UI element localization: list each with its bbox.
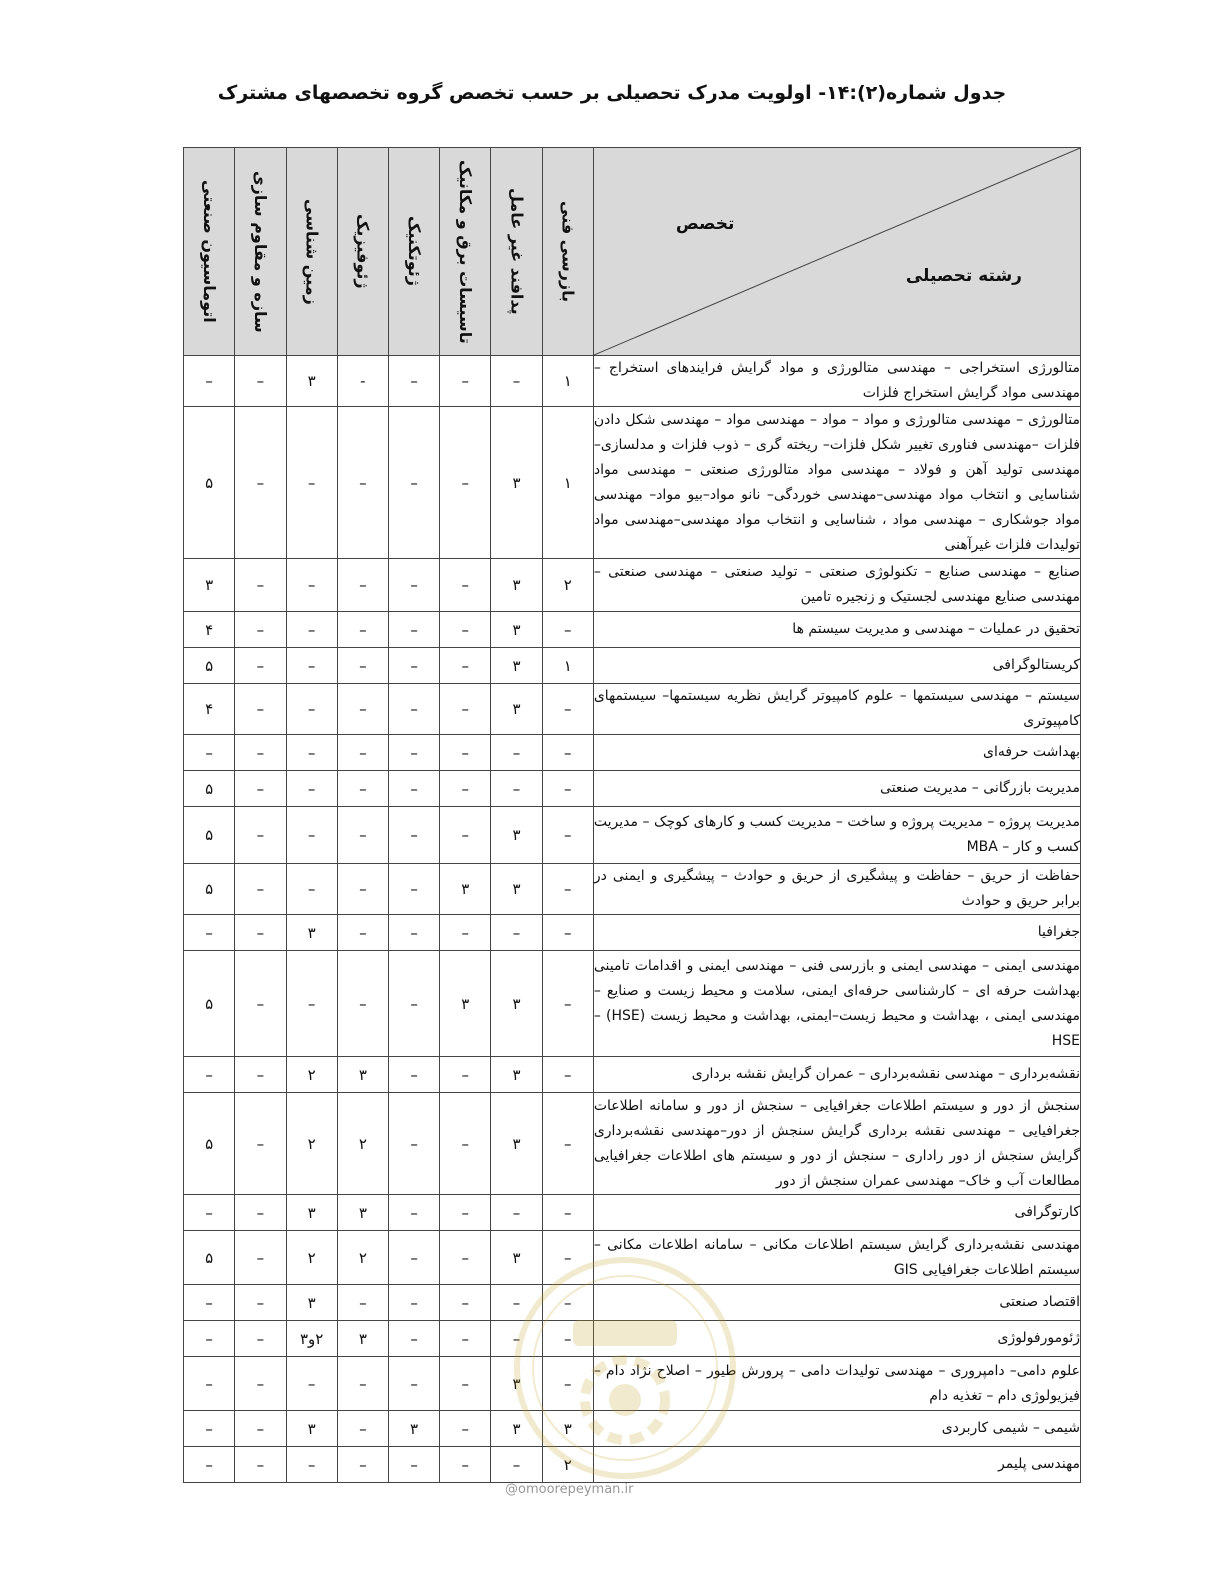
diagonal-header-cell [593, 148, 1080, 356]
table-row [184, 807, 1081, 864]
priority-cell: ۲ [286, 1093, 337, 1195]
column-header [337, 148, 388, 356]
priority-cell: – [542, 735, 593, 771]
priority-cell: – [440, 356, 491, 407]
priority-cell: – [286, 684, 337, 735]
priority-cell: – [440, 807, 491, 864]
priority-cell: ۴ [184, 612, 235, 648]
priority-cell: – [286, 612, 337, 648]
priority-cell: – [235, 356, 286, 407]
field-cell: بهداشت حرفه‌ای [593, 735, 1080, 771]
priority-cell: ۳ [337, 1321, 388, 1357]
priority-cell: ۳ [491, 1057, 542, 1093]
priority-cell: – [184, 1057, 235, 1093]
priority-cell: – [542, 807, 593, 864]
priority-cell: ۳ [491, 1231, 542, 1285]
header-row [184, 148, 1081, 356]
column-header-label: ژئوتکنیک [404, 216, 424, 287]
priority-cell: – [440, 559, 491, 612]
table-row [184, 1195, 1081, 1231]
column-header [184, 148, 235, 356]
table-row [184, 915, 1081, 951]
field-cell: متالورژی استخراجی – مهندسی متالورژی و مواد گرایش فرایندهای استخراج – مهندسی مواد گرایش استخراج فلزات [593, 356, 1080, 407]
column-header-label: اتوماسیون صنعتی [199, 180, 219, 323]
priority-cell: – [440, 1357, 491, 1411]
table-row [184, 612, 1081, 648]
table-row [184, 1093, 1081, 1195]
priority-cell: – [235, 735, 286, 771]
priority-cell: – [388, 1447, 439, 1483]
priority-cell: ۵ [184, 771, 235, 807]
priority-cell: - [337, 356, 388, 407]
table-row [184, 864, 1081, 915]
priority-cell: – [184, 915, 235, 951]
priority-cell: – [235, 1195, 286, 1231]
priority-cell: ۳ [286, 1285, 337, 1321]
specialty-header-label: تخصص [675, 214, 735, 234]
priority-cell: – [337, 1447, 388, 1483]
column-header-label: سازه و مقاوم سازی [251, 170, 271, 333]
priority-cell: – [286, 771, 337, 807]
priority-cell: – [542, 1357, 593, 1411]
priority-cell: – [235, 1321, 286, 1357]
page-title: جدول شماره(۲):۱۴- اولویت مدرک تحصیلی بر حسب تخصص گروه تخصصهای مشترک [217, 82, 1007, 104]
priority-cell: ۵ [184, 864, 235, 915]
priority-cell: – [440, 1447, 491, 1483]
priority-cell: – [440, 1411, 491, 1447]
priority-cell: ۳ [491, 684, 542, 735]
field-cell: ژئومورفولوژی [593, 1321, 1080, 1357]
priority-cell: ۱ [542, 648, 593, 684]
priority-cell: – [337, 407, 388, 559]
diagonal-line [594, 148, 1080, 355]
priority-cell: – [286, 559, 337, 612]
priority-cell: – [388, 807, 439, 864]
priority-cell: – [388, 915, 439, 951]
priority-cell: – [542, 1321, 593, 1357]
priority-cell: – [542, 1057, 593, 1093]
table-row [184, 1321, 1081, 1357]
field-cell: سنجش از دور و سیستم اطلاعات جغرافیایی – سنجش از دور و سامانه اطلاعات جغرافیایی – مهندسی نقشه برداری گرایش سنجش از دور–مهندسی نقشه‌برداری گرایش سنجش از دور راداری – سنجش از دور و سیستم های اطلاعات جغرافیایی مطالعات آب و خاک– مهندسی عمران سنجش از دور [593, 1093, 1080, 1195]
priority-cell: – [235, 1411, 286, 1447]
field-cell: مهندسی نقشه‌برداری گرایش سیستم اطلاعات مکانی – سامانه اطلاعات مکانی – سیستم اطلاعات جغرافیایی GIS [593, 1231, 1080, 1285]
table-row [184, 1447, 1081, 1483]
priority-cell: – [440, 735, 491, 771]
priority-cell: – [440, 684, 491, 735]
priority-cell: ۱ [542, 356, 593, 407]
priority-cell: – [440, 1195, 491, 1231]
priority-cell: ۳ [286, 1411, 337, 1447]
priority-cell: ۳ [491, 864, 542, 915]
priority-cell: ۳ [337, 1195, 388, 1231]
table-row [184, 771, 1081, 807]
priority-cell: – [440, 915, 491, 951]
table-row [184, 1057, 1081, 1093]
priority-cell: – [388, 648, 439, 684]
priority-cell: ۳ [491, 807, 542, 864]
priority-cell: ۳ [491, 1411, 542, 1447]
priority-cell: – [491, 1321, 542, 1357]
priority-cell: ۵ [184, 1231, 235, 1285]
priority-cell: – [542, 1285, 593, 1321]
field-cell: مدیریت پروژه – مدیریت پروژه و ساخت – مدیریت کسب و کارهای کوچک – مدیریت کسب و کار – MBA [593, 807, 1080, 864]
priority-cell: – [491, 1285, 542, 1321]
priority-cell: – [286, 1357, 337, 1411]
priority-cell: – [440, 1093, 491, 1195]
table-row [184, 684, 1081, 735]
priority-cell: – [388, 612, 439, 648]
field-cell: کریستالوگرافی [593, 648, 1080, 684]
priority-cell: ۳ [184, 559, 235, 612]
priority-cell: – [286, 1447, 337, 1483]
table-row [184, 1411, 1081, 1447]
field-cell: تحقیق در عملیات – مهندسی و مدیریت سیستم ها [593, 612, 1080, 648]
priority-cell: – [286, 864, 337, 915]
field-cell: حفاظت از حریق – حفاظت و پیشگیری از حریق و حوادث – پیشگیری و ایمنی در برابر حریق و حوادث [593, 864, 1080, 915]
priority-cell: ۲ [286, 1057, 337, 1093]
field-cell: مهندسی ایمنی – مهندسی ایمنی و بازرسی فنی – مهندسی ایمنی و اقدامات تامینی بهداشت حرفه ای – کارشناسی حرفه‌ای ایمنی، سلامت و محیط زیست و صنایع – مهندسی ایمنی ، بهداشت و محیط زیست–ایمنی، بهداشت و محیط زیست (HSE) – HSE [593, 951, 1080, 1057]
priority-cell: ۳ [286, 915, 337, 951]
priority-cell: – [337, 559, 388, 612]
priority-cell: ۳ [491, 1093, 542, 1195]
priority-cell: ۵ [184, 648, 235, 684]
priority-cell: – [388, 1093, 439, 1195]
priority-cell: – [337, 1357, 388, 1411]
priority-cell: – [235, 648, 286, 684]
field-cell: نقشه‌برداری – مهندسی نقشه‌برداری – عمران گرایش نقشه برداری [593, 1057, 1080, 1093]
priority-cell: ۳ [440, 951, 491, 1057]
field-cell: مدیریت بازرگانی – مدیریت صنعتی [593, 771, 1080, 807]
priority-table [183, 147, 1081, 1483]
priority-cell: ۵ [184, 1093, 235, 1195]
priority-cell: ۵ [184, 407, 235, 559]
priority-cell: – [286, 735, 337, 771]
column-header [286, 148, 337, 356]
priority-cell: – [337, 807, 388, 864]
priority-cell: ۳ [542, 1411, 593, 1447]
priority-cell: – [388, 735, 439, 771]
field-cell: کارتوگرافی [593, 1195, 1080, 1231]
column-header [235, 148, 286, 356]
priority-cell: – [337, 612, 388, 648]
priority-cell: – [184, 1357, 235, 1411]
priority-cell: – [388, 684, 439, 735]
watermark-text: @omoorepeyman.ir [505, 1482, 634, 1497]
priority-cell: – [542, 864, 593, 915]
priority-cell: – [235, 612, 286, 648]
priority-cell: ۳ [286, 356, 337, 407]
field-cell: علوم دامی– دامپروری – مهندسی تولیدات دامی – پرورش طیور – اصلاح نژاد دام – فیزیولوژی دام – تغذیه دام [593, 1357, 1080, 1411]
priority-cell: – [337, 1411, 388, 1447]
priority-cell: – [235, 1447, 286, 1483]
priority-cell: – [184, 1285, 235, 1321]
priority-cell: – [388, 1321, 439, 1357]
priority-cell: ۳ [491, 407, 542, 559]
priority-cell: – [388, 1285, 439, 1321]
priority-cell: – [337, 1285, 388, 1321]
priority-cell: ۴ [184, 684, 235, 735]
priority-cell: – [235, 684, 286, 735]
column-header-label: زمین شناسی [302, 198, 322, 305]
field-cell: سیستم – مهندسی سیستمها – علوم کامپیوتر گرایش نظریه سیستمها– سیستمهای کامپیوتری [593, 684, 1080, 735]
priority-cell: – [337, 771, 388, 807]
table-body [184, 356, 1081, 1483]
priority-cell: ۳ [491, 951, 542, 1057]
priority-cell: ۲ [337, 1093, 388, 1195]
priority-cell: – [388, 951, 439, 1057]
priority-cell: ۳ [491, 1357, 542, 1411]
priority-cell: – [440, 407, 491, 559]
priority-cell: – [542, 771, 593, 807]
priority-cell: – [235, 915, 286, 951]
table-row [184, 559, 1081, 612]
priority-cell: ۳ [491, 612, 542, 648]
priority-cell: ۲ [542, 559, 593, 612]
priority-cell: ۳ [491, 559, 542, 612]
priority-cell: – [286, 807, 337, 864]
priority-cell: – [388, 1195, 439, 1231]
priority-cell: – [388, 559, 439, 612]
priority-cell: – [388, 1057, 439, 1093]
priority-cell: – [235, 1093, 286, 1195]
priority-cell: ۳ [491, 648, 542, 684]
field-cell: متالورژی – مهندسی متالورژی و مواد – مواد – مهندسی مواد – مهندسی شکل دادن فلزات –مهندسی فناوری تغییر شکل فلزات– ریخته گری – ذوب فلزات و مدلسازی– مهندسی تولید آهن و فولاد – مهندسی مواد متالورژی صنعتی – مهندسی مواد شناسایی و انتخاب مواد مهندسی–مهندسی خوردگی– نانو مواد–بیو مواد– مهندسی مواد جوشکاری – مهندسی مواد ، شناسایی و انتخاب مواد مهندسی–مهندسی مواد تولیدات فلزات غیرآهنی [593, 407, 1080, 559]
priority-cell: – [388, 771, 439, 807]
column-header-label: ژئوفیزیک [353, 214, 373, 289]
field-cell: اقتصاد صنعتی [593, 1285, 1080, 1321]
field-cell: شیمی – شیمی کاربردی [593, 1411, 1080, 1447]
table-row [184, 951, 1081, 1057]
priority-cell: – [286, 648, 337, 684]
field-cell: مهندسی پلیمر [593, 1447, 1080, 1483]
priority-cell: – [491, 1195, 542, 1231]
table-row [184, 1231, 1081, 1285]
priority-cell: – [235, 407, 286, 559]
priority-cell: – [235, 1285, 286, 1321]
priority-cell: – [542, 612, 593, 648]
priority-cell: – [184, 1411, 235, 1447]
priority-cell: – [491, 356, 542, 407]
priority-cell: – [542, 1093, 593, 1195]
column-header [491, 148, 542, 356]
priority-cell: – [337, 915, 388, 951]
field-cell: جغرافیا [593, 915, 1080, 951]
table-row [184, 1285, 1081, 1321]
column-header-label: بازرسی فنی [558, 200, 578, 303]
column-header-label: پدافند غیر عامل [507, 188, 527, 315]
priority-cell: – [388, 407, 439, 559]
priority-cell: – [388, 1231, 439, 1285]
priority-cell: – [542, 684, 593, 735]
priority-cell: – [184, 1447, 235, 1483]
column-header-label: تاسیسات برق و مکانیک [456, 159, 476, 344]
priority-cell: ۳ [388, 1411, 439, 1447]
priority-cell: – [542, 951, 593, 1057]
table-row [184, 356, 1081, 407]
priority-cell: ۵ [184, 951, 235, 1057]
priority-cell: – [235, 1231, 286, 1285]
table-row [184, 648, 1081, 684]
priority-cell: – [235, 807, 286, 864]
table-row [184, 407, 1081, 559]
priority-cell: – [491, 1447, 542, 1483]
priority-cell: – [184, 1195, 235, 1231]
priority-cell: – [440, 1321, 491, 1357]
priority-cell: – [235, 864, 286, 915]
priority-cell: – [337, 951, 388, 1057]
priority-cell: – [542, 1231, 593, 1285]
priority-cell: – [184, 735, 235, 771]
priority-cell: – [491, 915, 542, 951]
priority-cell: – [388, 864, 439, 915]
priority-cell: – [235, 1357, 286, 1411]
priority-cell: ۲ [286, 1231, 337, 1285]
column-header [440, 148, 491, 356]
priority-cell: ۲و۳ [286, 1321, 337, 1357]
priority-cell: ۵ [184, 807, 235, 864]
priority-cell: ۲ [337, 1231, 388, 1285]
table-row [184, 735, 1081, 771]
priority-cell: – [440, 1057, 491, 1093]
table-row [184, 1357, 1081, 1411]
priority-cell: ۳ [286, 1195, 337, 1231]
priority-cell: – [286, 951, 337, 1057]
priority-cell: – [440, 648, 491, 684]
priority-cell: – [184, 1321, 235, 1357]
field-cell: صنایع – مهندسی صنایع – تکنولوژی صنعتی – تولید صنعتی – مهندسی صنعتی – مهندسی صنایع مهندسی لجستیک و زنجیره تامین [593, 559, 1080, 612]
priority-cell: – [440, 1285, 491, 1321]
priority-cell: – [542, 915, 593, 951]
priority-cell: ۳ [337, 1057, 388, 1093]
priority-cell: – [542, 1195, 593, 1231]
priority-cell: – [235, 1057, 286, 1093]
priority-cell: – [440, 771, 491, 807]
field-header-label: رشته تحصیلی [905, 266, 1022, 286]
priority-cell: – [491, 735, 542, 771]
priority-cell: – [235, 771, 286, 807]
priority-cell: ۱ [542, 407, 593, 559]
priority-cell: – [337, 648, 388, 684]
priority-cell: – [235, 951, 286, 1057]
column-header [388, 148, 439, 356]
priority-cell: ۳ [440, 864, 491, 915]
priority-cell: – [184, 356, 235, 407]
priority-cell: – [491, 771, 542, 807]
priority-cell: – [388, 1357, 439, 1411]
priority-cell: ۲ [542, 1447, 593, 1483]
priority-cell: – [388, 356, 439, 407]
priority-cell: – [286, 407, 337, 559]
priority-cell: – [337, 684, 388, 735]
priority-cell: – [337, 735, 388, 771]
priority-cell: – [337, 864, 388, 915]
priority-cell: – [440, 1231, 491, 1285]
priority-cell: – [440, 612, 491, 648]
priority-cell: – [235, 559, 286, 612]
column-header [542, 148, 593, 356]
